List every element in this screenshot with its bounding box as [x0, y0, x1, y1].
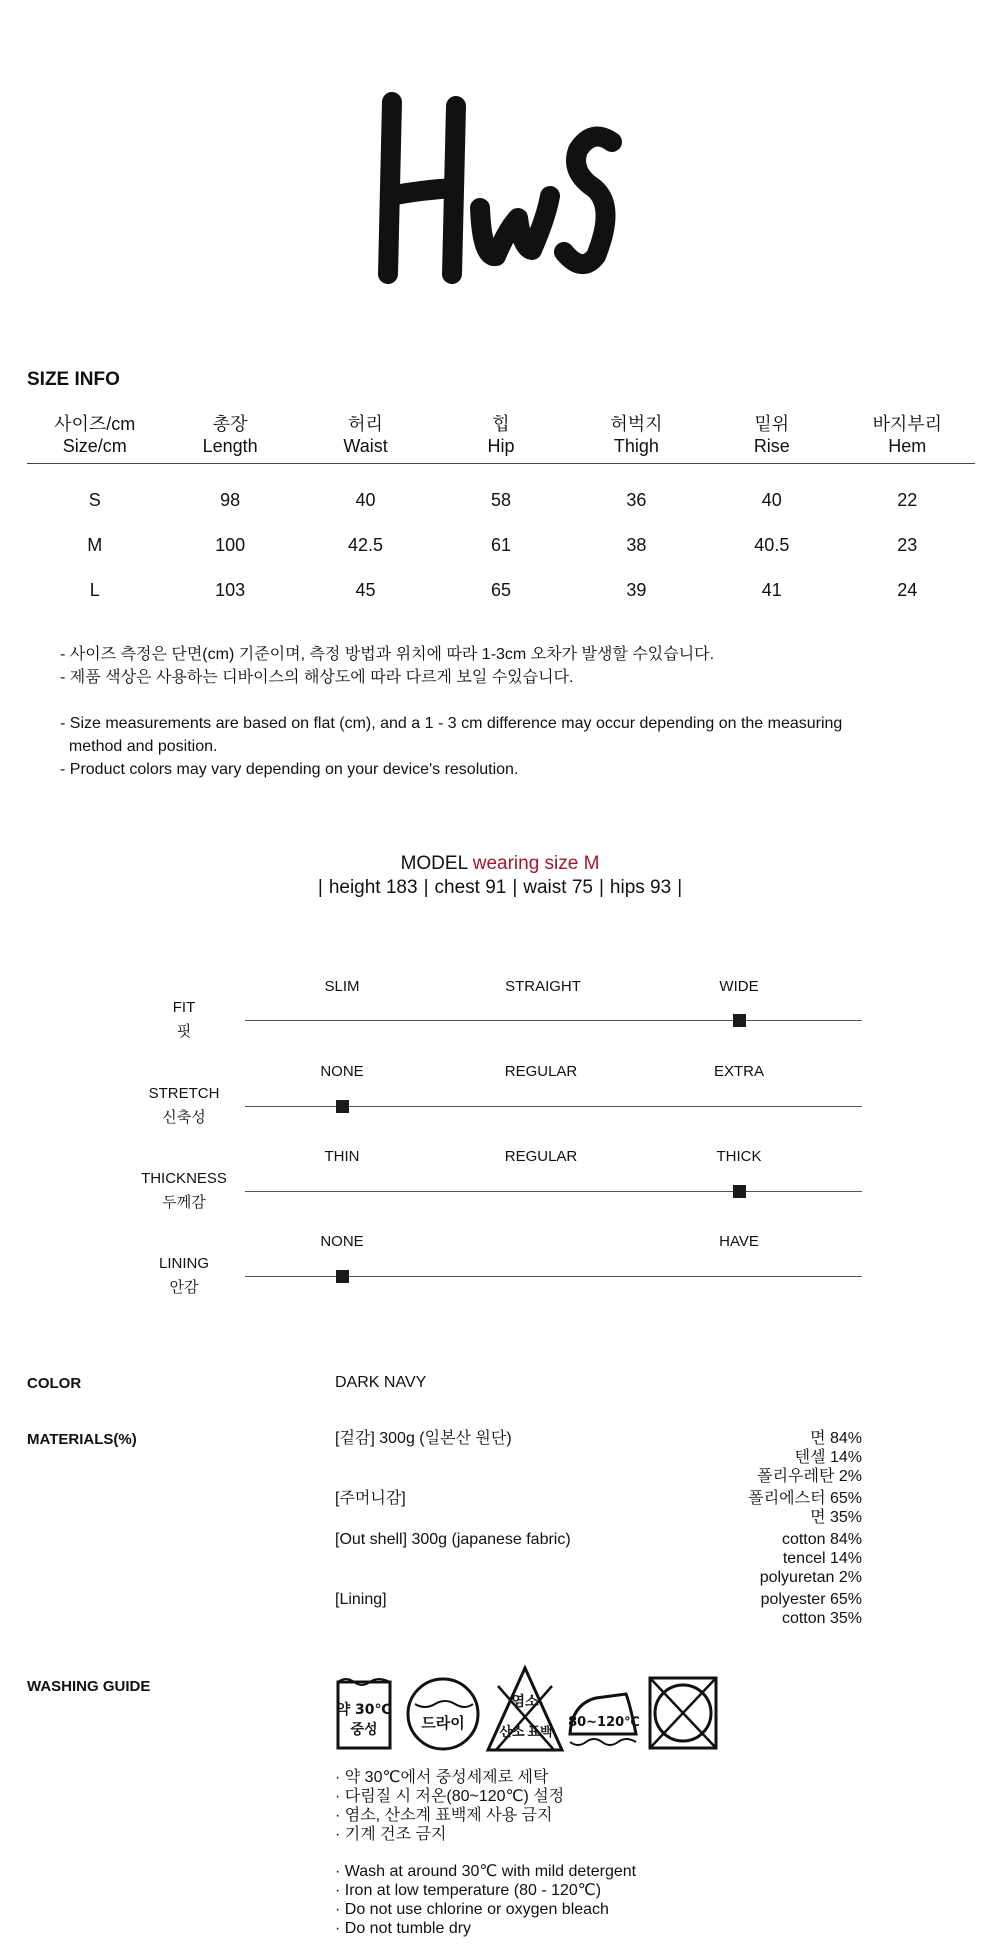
option-label: REGULAR — [504, 1148, 578, 1165]
material-part: [Lining] — [335, 1591, 387, 1608]
model-wearing-size: wearing size M — [472, 853, 600, 874]
svg-text:중성: 중성 — [350, 1722, 378, 1738]
cell: M — [87, 535, 103, 555]
materials-label: MATERIALS(%) — [27, 1431, 137, 1448]
model-info — [0, 853, 1000, 899]
col-waist: 허리 Waist — [343, 414, 388, 456]
note-line: - Product colors may vary depending on your device's resolution. — [60, 761, 519, 778]
material-composition: 폴리에스터 65% 면 35% — [748, 1490, 862, 1526]
option-label: REGULAR — [504, 1063, 578, 1080]
note-line: - 제품 색상은 사용하는 디바이스의 해상도에 따라 다르게 보일 수있습니다. — [60, 669, 574, 686]
note-line: method and position. — [60, 738, 218, 755]
cell: 100 — [215, 535, 246, 555]
separator: | — [423, 877, 429, 898]
svg-text:80~120℃: 80~120℃ — [568, 1715, 640, 1730]
svg-text:약 30℃: 약 30℃ — [336, 1702, 392, 1718]
col-rise: 밑위 Rise — [753, 414, 790, 456]
care-line: · 기계 건조 금지 — [335, 1826, 447, 1843]
cell: 23 — [897, 535, 918, 555]
svg-text:표백: 표백 — [527, 1725, 553, 1740]
thickness-scale-track — [245, 1191, 862, 1192]
fit-marker — [733, 1014, 746, 1027]
cell: 65 — [490, 580, 511, 600]
cell: 24 — [897, 580, 918, 600]
svg-text:드라이: 드라이 — [421, 1714, 465, 1732]
cell: S — [88, 490, 101, 510]
material-part: [주머니감] — [335, 1490, 406, 1507]
thickness-marker — [733, 1185, 746, 1198]
cell: 40 — [761, 490, 782, 510]
washing-guide-label: WASHING GUIDE — [27, 1678, 151, 1695]
col-length: 총장 Length — [202, 414, 258, 456]
attr-stretch-label: STRETCH 신축성 — [148, 1085, 220, 1126]
material-composition: 면 84% 텐셀 14% 폴리우레탄 2% — [757, 1430, 862, 1485]
fit-scale-track — [245, 1020, 862, 1021]
separator: | — [677, 877, 683, 898]
col-hem: 바지부리 Hem — [872, 414, 943, 456]
cell: 58 — [490, 490, 511, 510]
color-label: COLOR — [27, 1375, 82, 1392]
material-composition: cotton 84% tencel 14% polyuretan 2% — [759, 1531, 862, 1586]
material-row — [335, 1489, 862, 1527]
cell: 42.5 — [348, 535, 384, 555]
option-label: NONE — [320, 1063, 364, 1080]
lining-marker — [336, 1270, 349, 1283]
washing-guide-kr — [335, 1768, 564, 1844]
notes-en — [60, 712, 842, 781]
model-chest: chest 91 — [434, 877, 507, 898]
material-row — [335, 1590, 862, 1628]
iron-icon — [566, 1674, 642, 1757]
brand-logo — [370, 88, 630, 288]
option-label: THIN — [324, 1148, 360, 1165]
cell: 39 — [626, 580, 647, 600]
care-line: · Do not use chlorine or oxygen bleach — [335, 1901, 609, 1918]
option-label: SLIM — [324, 978, 360, 995]
stretch-marker — [336, 1100, 349, 1113]
option-label: HAVE — [719, 1233, 759, 1250]
cell: 40 — [355, 490, 376, 510]
cell: 38 — [626, 535, 647, 555]
model-label: MODEL — [400, 853, 468, 874]
material-row — [335, 1429, 862, 1487]
option-label: WIDE — [719, 978, 759, 995]
material-row — [335, 1530, 862, 1588]
size-info-title: SIZE INFO — [27, 369, 120, 390]
material-composition: polyester 65% cotton 35% — [760, 1591, 862, 1627]
option-label: EXTRA — [713, 1063, 764, 1080]
cell: 40.5 — [754, 535, 790, 555]
cell: 103 — [215, 580, 246, 600]
option-label: NONE — [320, 1233, 364, 1250]
model-hips: hips 93 — [609, 877, 672, 898]
table-row — [27, 478, 975, 523]
svg-text:산소: 산소 — [499, 1725, 525, 1740]
col-size: 사이즈/cm Size/cm — [54, 414, 136, 456]
color-value: DARK NAVY — [335, 1374, 427, 1391]
no-tumble-dry-icon — [646, 1674, 720, 1757]
separator: | — [512, 877, 518, 898]
table-row — [27, 523, 975, 568]
model-waist: waist 75 — [523, 877, 593, 898]
dry-clean-icon — [405, 1674, 481, 1757]
attr-lining-label: LINING 안감 — [158, 1255, 209, 1296]
option-label: THICK — [716, 1148, 762, 1165]
hand-wash-icon — [334, 1674, 394, 1757]
size-table-header — [27, 413, 975, 461]
cell: 98 — [220, 490, 241, 510]
col-hip: 힙 Hip — [487, 414, 515, 456]
separator: | — [317, 877, 323, 898]
size-table — [27, 413, 975, 613]
material-part: [겉감] 300g (일본산 원단) — [335, 1430, 512, 1447]
care-line: · 염소, 산소계 표백제 사용 금지 — [335, 1807, 553, 1824]
material-part: [Out shell] 300g (japanese fabric) — [335, 1531, 571, 1548]
care-line: · 약 30℃에서 중성세제로 세탁 — [335, 1769, 549, 1786]
cell: L — [89, 580, 100, 600]
col-thigh: 허벅지 Thigh — [610, 414, 663, 456]
cell: 22 — [897, 490, 918, 510]
cell: 36 — [626, 490, 647, 510]
note-line: - Size measurements are based on flat (cm), and a 1 - 3 cm difference may occur depending on the measuring — [60, 715, 843, 732]
care-line: · 다림질 시 저온(80~120℃) 설정 — [335, 1788, 565, 1805]
washing-guide-en — [335, 1862, 636, 1938]
care-line: · Wash at around 30℃ with mild detergent — [335, 1863, 637, 1880]
model-stats — [0, 877, 1000, 899]
separator: | — [598, 877, 604, 898]
cell: 41 — [761, 580, 782, 600]
table-row — [27, 568, 975, 613]
model-height: height 183 — [328, 877, 418, 898]
cell: 61 — [490, 535, 511, 555]
attr-fit-label: FIT 핏 — [172, 999, 196, 1040]
attr-thickness-label: THICKNESS 두께감 — [141, 1170, 227, 1211]
care-line: · Iron at low temperature (80 - 120℃) — [335, 1882, 602, 1899]
option-label: STRAIGHT — [505, 978, 581, 995]
note-line: - 사이즈 측정은 단면(cm) 기준이며, 측정 방법과 위치에 따라 1-3cm 오차가 발생할 수있습니다. — [60, 646, 715, 663]
svg-text:염소: 염소 — [511, 1694, 539, 1710]
no-bleach-icon — [484, 1664, 566, 1759]
care-line: · Do not tumble dry — [335, 1920, 472, 1937]
header-divider — [27, 463, 975, 464]
cell: 45 — [355, 580, 376, 600]
notes-kr — [60, 643, 714, 689]
